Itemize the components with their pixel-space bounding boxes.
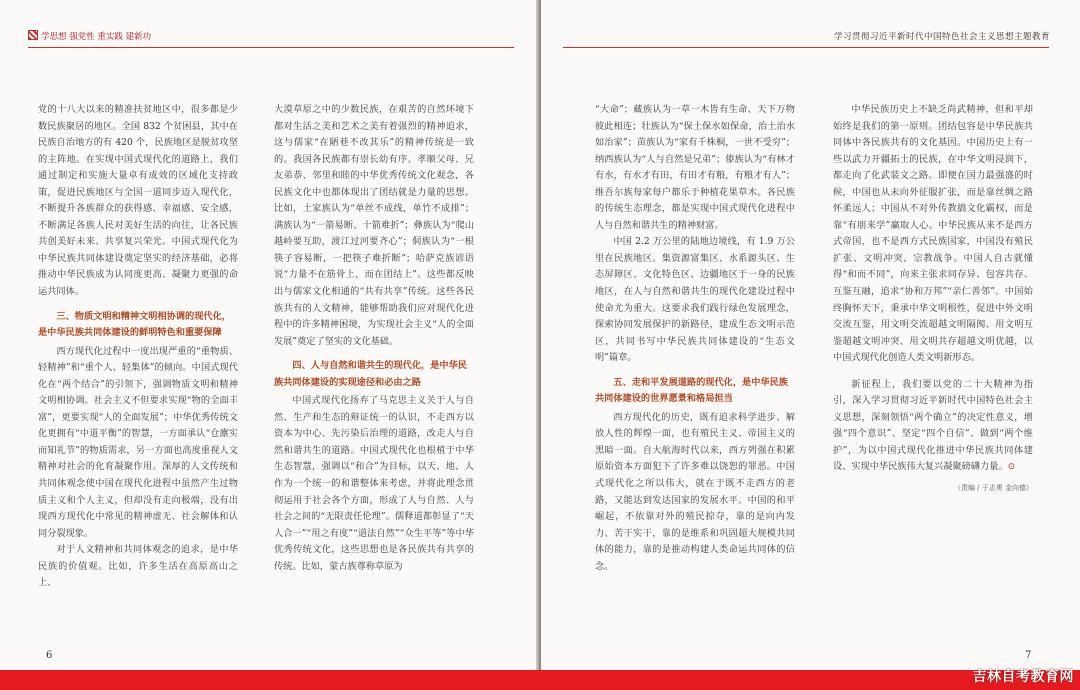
paragraph: 党的十八大以来的精准扶贫地区中，很多都是少数民族聚居的地区。全国 832 个贫困县，其中在民族自治地方的有 420 个，民族地区是脱贫攻坚的主阵地。在实现中国式现代化的道路上，我们通过制定和实施大量卓有成效的区域化支持政策，促进民族地区与全国一道同步迈入现代化，不断提升各族群众的获得感、幸福感、安全感，不断满足各族人民对美好生活的向往，让各民族共创美好未来、共享复兴荣光。中国式现代化为中华民族共同体建设奠定坚实的经济基础，必将推动中华民族成为认同度更高、凝聚力更强的命运共同体。 [38,104,238,298]
left-page [0,0,539,690]
heading-line: 四、人与自然和谐共生的现代化，是中华民 [292,360,467,372]
right-column-1 [595,102,795,575]
left-column-2 [274,102,474,575]
left-column-1 [38,102,238,592]
page-number: 6 [46,650,53,661]
editor-credit: （责编 / 于志勇 金向德） [953,484,1033,493]
paragraph: 西方现代化的历史，既有追求科学进步、解放人性的辉煌一面，也有殖民主义、帝国主义的黑暗一面。自大航海时代以来，西方列强在积累原始资本方面犯下了许多难以饶恕的罪恶。中国式现代化之所以伟大，就在于既不走西方的老路，又能达到发达国家的发展水平。中国的和平崛起，不依靠对外的殖民掠夺，靠的是向内发力、苦干实干，靠的是维系和巩固超大规模共同体的能力，靠的是推动构建人类命运共同体的信念。 [595,411,795,572]
right-page-header: 学习贯彻习近平新时代中国特色社会主义思想主题教育 [833,32,1050,42]
right-page [541,0,1080,690]
paragraph: 中华民族历史上不缺乏尚武精神，但和平却始终是我们的第一原则。团结包容是中华民族共同体中各民族共有的文化基因。中国历史上有一些以武力开疆拓土的民族，在中华文明浸润下，都走向了化武装文之路。即便在国力最强盛的时候，中国也从未向外征服扩张，而是靠丝绸之路怀柔远人；中国从不对外传教搞文化霸权，而是靠“有朋来学”赢取人心。中华民族从来不是西方式帝国，也不是西方式民族国家，中国没有殖民扩张、文明冲突、宗教战争。中国人自古就懂得“和而不同”，向来主张求同存异、包容共存、互鉴互融，追求“协和万邦”“亲仁善邻”。中国始终胸怀天下，秉承中华文明根性，促进中外文明交流互鉴，用文明交流超越文明隔阂、用文明互鉴超越文明冲突、用文明共存超越文明优越，以中国式现代化创造人类文明新形态。 [833,104,1033,364]
end-mark-icon: ⊙ [1007,461,1016,473]
footer-red-bar [0,670,1080,690]
section-heading-4 [274,358,474,391]
paragraph: 对于人文精神和共同体观念的追求，是中华民族的价值观。比如，许多生活在高原高山之上、 [38,544,238,589]
paragraph: “大命”；藏族认为一草一木皆有生命、天下万物彼此相连；壮族认为“保土保水如保命，治土治水如治家”；苗族认为“家有千株桐，一世不受穷”；纳西族认为“人与自然是兄弟”；傣族认为“有林才有水，有水才有田，有田才有粮，有粮才有人”；维吾尔族每家每户都乐于种植花果草木。各民族的传统生态理念，都是实现中国式现代化进程中人与自然和谐共生的精神财富。 [595,104,795,231]
heading-line: 是中华民族共同体建设的鲜明特色和重要保障 [38,327,222,339]
heading-line: 族共同体建设的实现途径和必由之路 [274,376,421,388]
heading-line: 三、物质文明和精神文明相协调的现代化， [56,310,231,322]
heading-line: 五、走和平发展道路的现代化，是中华民族 [613,376,788,388]
paragraph: 中国 2.2 万公里的陆地边境线，有 1.9 万公里在民族地区。集资源富集区、水系源头区、生态屏障区、文化特色区、边疆地区于一身的民族地区，在人与自然和谐共生的现代化建设过程中使命尤为重大。这要求我们践行绿色发展理念，探索协同发展保护的新路径，建成生态文明示范区，共同书写中华民族共同体建设的“生态文明”篇章。 [595,236,795,364]
right-column-2 [833,102,1033,497]
section-heading-5 [595,375,795,408]
header-logo-icon [28,30,38,40]
paragraph [833,377,1033,476]
closing-paragraph-text: 新征程上，我们要以党的二十大精神为指引，深入学习贯彻习近平新时代中国特色社会主义思想，深刻领悟“两个确立”的决定性意义，增强“四个意识”、坚定“四个自信”、做到“两个维护”，为以中国式现代化推进中华民族共同体建设、实现中华民族伟大复兴凝聚磅礴力量。 [833,378,1033,473]
page-number: 7 [1025,650,1032,661]
left-header-rule [28,47,514,48]
paragraph: 中国式现代化扬弃了马克思主义关于人与自然、生产和生态的辩证统一的认识，不走西方以资本为中心、先污染后治理的道路，改走人与自然和谐共生的道路。中国式现代化也根植于中华生态智慧，强调以“和合”为目标，以天、地、人作为一个统一的和谐整体来考虑，并将此理念贯彻运用于社会各个方面，形成了人与自然、人与社会之间的“无限责任伦理”。儒释道都彰显了“天人合一”“用之有度”“道法自然”“众生平等”等中华优秀传统文化，这些思想也是各民族共有共享的传统。比如，蒙古族尊称草原为 [274,395,474,572]
heading-line: 共同体建设的世界愿景和格局担当 [595,393,733,405]
right-header-rule [563,47,1049,48]
site-watermark: 吉林自考教育网 [972,669,1074,685]
left-page-header [28,30,151,46]
left-header-text: 学思想 强党性 重实践 建新功 [41,32,152,42]
paragraph: 西方现代化过程中一度出现严重的“重物质、轻精神”和“重个人、轻集体”的倾向。中国式现代化在“两个结合”的引领下，强调物质文明和精神文明相协调。社会主义不但要求实现“物的全面丰富”，更要实现“人的全面发展”；中华优秀传统文化更拥有“中道平衡”的智慧，一方面承认“仓廪实而知礼节”的物质需求，另一方面也高度重视人文精神对社会的化育凝聚作用。深厚的人文传统和共同体观念使中国在现代化进程中虽然产生过物质主义和个人主义，但却没有走向极端，没有出现西方现代化中常见的精神虚无、社会解体和认同分裂现象。 [38,345,238,539]
paragraph: 大漠草原之中的少数民族，在艰苦的自然环境下都对生活之美和艺术之美有着强烈的精神追求，这与儒家“在陋巷不改其乐”的精神传统是一致的。我国各民族都有崇长幼有序、孝顺父母、兄友弟恭、邻里和睦的中华优秀传统文化观念，各民族文化中也都体现出了团结就是力量的思想。比如，土家族认为“单丝不成线，单竹不成排”；满族认为“一箭易断、十箭难折”；彝族认为“爬山越岭要互助，渡江过河要齐心”；侗族认为“一根筷子容易断，一把筷子难折断”；哈萨克族谚语说“力量不在筋骨上，而在团结上”。这些都反映出与儒家文化相通的“共有共享”传统。这些各民族共有的人文精神，能够帮助我们应对现代化进程中的许多精神困境，为实现社会主义“人的全面发展”奠定了坚实的文化基础。 [274,104,474,347]
section-heading-3 [38,309,238,342]
